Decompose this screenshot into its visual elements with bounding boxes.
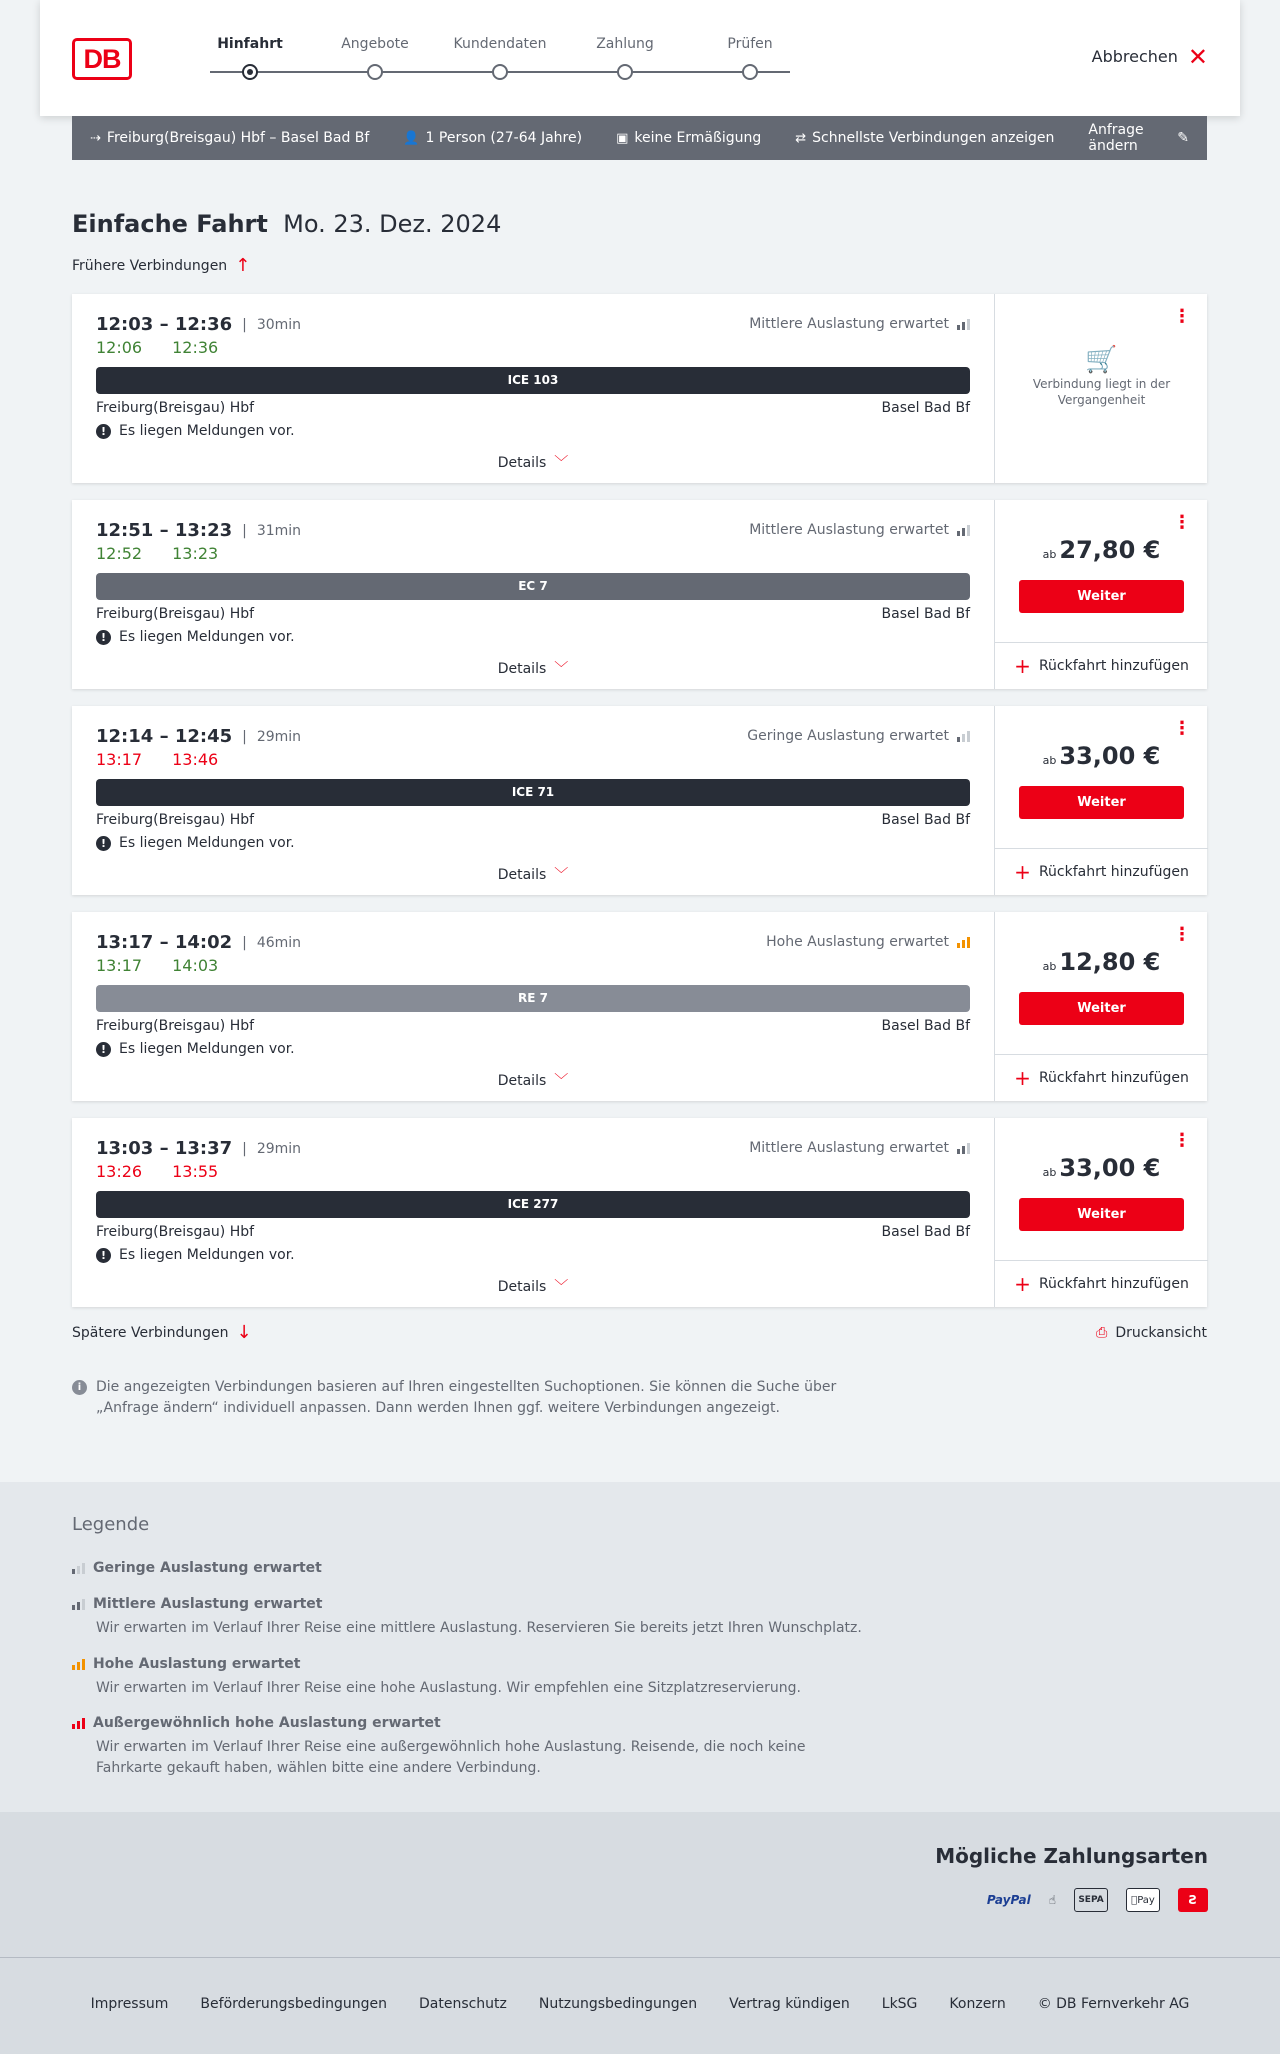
planned-times: 12:51 – 13:23: [96, 520, 233, 541]
step-pruefen: Prüfen: [727, 36, 773, 52]
occupancy-info: [749, 1140, 970, 1156]
plus-icon: +: [1014, 654, 1031, 678]
realtime-departure: 13:17: [96, 956, 143, 975]
continue-button[interactable]: Weiter: [1019, 1198, 1184, 1231]
notice-text: Es liegen Meldungen vor.: [119, 423, 295, 439]
chevron-down-icon: ﹀: [554, 1073, 569, 1089]
exclamation-icon: !: [96, 1248, 111, 1263]
duration: 30min: [256, 316, 302, 333]
duration: 29min: [256, 1140, 302, 1157]
price-prefix: ab: [1042, 960, 1057, 973]
arrival-station: Basel Bad Bf: [881, 812, 970, 828]
arrival-station: Basel Bad Bf: [881, 1224, 970, 1240]
exclamation-icon: !: [96, 424, 111, 439]
more-options-icon[interactable]: ⋮: [1173, 306, 1191, 327]
step-dot: [367, 64, 383, 80]
step-hinfahrt: Hinfahrt: [217, 36, 283, 52]
edit-request-button[interactable]: Anfrage ändern ✎: [1088, 122, 1189, 154]
train-bar[interactable]: ICE 277: [96, 1191, 970, 1218]
footer-link-impressum[interactable]: Impressum: [90, 1996, 169, 2012]
add-return-trip-label: Rückfahrt hinzufügen: [1038, 1070, 1189, 1086]
header: [40, 0, 1240, 116]
notice-message: [96, 1041, 295, 1057]
departure-station: Freiburg(Breisgau) Hbf: [96, 812, 255, 828]
occupancy-icon: [957, 524, 970, 536]
occupancy-high-icon: [72, 1658, 85, 1670]
earlier-connections-link[interactable]: Frühere Verbindungen ↑: [72, 255, 251, 276]
occupancy-label: Geringe Auslastung erwartet: [747, 728, 949, 744]
connection-times: [96, 932, 301, 953]
departure-station: Freiburg(Breisgau) Hbf: [96, 1018, 255, 1034]
price: [995, 948, 1208, 976]
separator: |: [242, 1140, 247, 1157]
realtime-arrival: 12:36: [172, 338, 219, 357]
footer-links: [0, 1996, 1280, 2012]
db-payment-icon: Ƨ: [1178, 1888, 1208, 1912]
offer-panel: [994, 1118, 1207, 1307]
legend-item-high: Hohe Auslastung erwartet Wir erwarten im Verlauf Ihrer Reise eine hohe Auslastung. Wir empfehlen eine Sitzplatzreservierung.: [72, 1656, 872, 1699]
price-prefix: ab: [1042, 1166, 1057, 1179]
occupancy-icon: [957, 936, 970, 948]
train-bar[interactable]: RE 7: [96, 985, 970, 1012]
past-connection-notice: [995, 345, 1208, 408]
connection-card: [72, 706, 1207, 895]
route-arrow-icon: ⇢: [90, 130, 101, 146]
footer-link-konzern[interactable]: Konzern: [949, 1996, 1006, 2012]
connection-times: [96, 726, 301, 747]
train-bar[interactable]: ICE 103: [96, 367, 970, 394]
add-return-trip-button[interactable]: [995, 1260, 1208, 1307]
legend-item-low: Geringe Auslastung erwartet: [72, 1560, 872, 1576]
notice-text: Es liegen Meldungen vor.: [119, 835, 295, 851]
connection-info: [72, 1118, 994, 1307]
exclamation-icon: !: [96, 630, 111, 645]
connection-card: [72, 294, 1207, 483]
continue-button[interactable]: Weiter: [1019, 992, 1184, 1025]
later-connections-link[interactable]: Spätere Verbindungen ↓: [72, 1322, 252, 1343]
notice-text: Es liegen Meldungen vor.: [119, 629, 295, 645]
paypal-icon: PayPal: [986, 1893, 1031, 1907]
offer-panel: [994, 294, 1207, 483]
step-dot: [492, 64, 508, 80]
cancel-label: Abbrechen: [1091, 47, 1178, 66]
price-prefix: ab: [1042, 754, 1057, 767]
close-icon: ✕: [1187, 42, 1208, 71]
more-options-icon[interactable]: ⋮: [1173, 1130, 1191, 1151]
footer-link-datenschutz[interactable]: Datenschutz: [418, 1996, 507, 2012]
payment-methods-section: [0, 1812, 1280, 1957]
footer: [0, 1957, 1280, 2054]
apple-pay-icon: Pay: [1126, 1888, 1160, 1912]
connection-card: [72, 500, 1207, 689]
cart-unavailable-icon: 🛒: [1085, 345, 1118, 375]
occupancy-info: [747, 728, 970, 744]
footer-link-nutzungsbedingungen[interactable]: Nutzungsbedingungen: [538, 1996, 698, 2012]
details-toggle[interactable]: Details ﹀: [497, 1073, 569, 1089]
bahncard-icon: ▣: [616, 130, 629, 146]
cancel-button[interactable]: [1091, 42, 1208, 71]
more-options-icon[interactable]: ⋮: [1173, 718, 1191, 739]
offer-panel: [994, 500, 1207, 689]
connection-info: [72, 706, 994, 895]
connection-times: [96, 1138, 301, 1159]
realtime-times: [96, 750, 248, 769]
summary-option: ⇄ Schnellste Verbindungen anzeigen: [795, 130, 1055, 146]
realtime-arrival: 13:46: [172, 750, 219, 769]
past-connection-text: Verbindung liegt in der Vergangenheit: [1032, 377, 1171, 407]
legend-section: [0, 1482, 1280, 1812]
planned-times: 13:17 – 14:02: [96, 932, 233, 953]
realtime-times: [96, 956, 248, 975]
occupancy-icon: [957, 1142, 970, 1154]
realtime-times: [96, 1162, 248, 1181]
search-summary-bar: [72, 116, 1207, 160]
details-toggle[interactable]: Details ﹀: [497, 1279, 569, 1295]
price-amount: 33,00 €: [1059, 1154, 1161, 1182]
payment-title: Mögliche Zahlungsarten: [935, 1844, 1208, 1868]
separator: |: [242, 316, 247, 333]
details-toggle[interactable]: Details ﹀: [497, 867, 569, 883]
booking-stepper: [210, 36, 790, 86]
sliders-icon: ⇄: [795, 130, 807, 146]
notice-text: Es liegen Meldungen vor.: [119, 1041, 295, 1057]
separator: |: [242, 522, 247, 539]
connection-card: [72, 912, 1207, 1101]
footer-link-vertrag-kuendigen[interactable]: Vertrag kündigen: [729, 1996, 850, 2012]
legend-item-extreme: Außergewöhnlich hohe Auslastung erwartet Wir erwarten im Verlauf Ihrer Reise eine außergewöhnlich hohe Auslastung. Reisende, die noch keine Fahrkarte gekauft haben, wählen bitte eine andere Verbindung.: [72, 1715, 872, 1779]
price-prefix: ab: [1042, 548, 1057, 561]
connection-times: [96, 314, 301, 335]
occupancy-info: [766, 934, 970, 950]
offer-panel: [994, 912, 1207, 1101]
step-dot: [742, 64, 758, 80]
departure-station: Freiburg(Breisgau) Hbf: [96, 400, 255, 416]
realtime-times: [96, 338, 248, 357]
realtime-arrival: 13:23: [172, 544, 219, 563]
planned-times: 13:03 – 13:37: [96, 1138, 233, 1159]
realtime-departure: 12:52: [96, 544, 143, 563]
summary-route: ⇢ Freiburg(Breisgau) Hbf – Basel Bad Bf: [90, 130, 370, 146]
chevron-down-icon: ﹀: [554, 867, 569, 883]
arrival-station: Basel Bad Bf: [881, 1018, 970, 1034]
sepa-icon: SEPA: [1074, 1888, 1108, 1912]
separator: |: [242, 934, 247, 951]
connection-info: [72, 912, 994, 1101]
summary-passengers: 👤 1 Person (27-64 Jahre): [403, 130, 583, 146]
add-return-trip-label: Rückfahrt hinzufügen: [1038, 864, 1189, 880]
add-return-trip-label: Rückfahrt hinzufügen: [1038, 658, 1189, 674]
add-return-trip-label: Rückfahrt hinzufügen: [1038, 1276, 1189, 1292]
price: [995, 536, 1208, 564]
notice-message: [96, 1247, 295, 1263]
legend-item-medium: Mittlere Auslastung erwartet Wir erwarten im Verlauf Ihrer Reise eine mittlere Auslastung. Reservieren Sie bereits jetzt Ihren Wunschplatz.: [72, 1596, 872, 1639]
details-toggle[interactable]: Details ﹀: [497, 455, 569, 471]
train-bar[interactable]: EC 7: [96, 573, 970, 600]
arrow-down-icon: ↓: [236, 1322, 252, 1343]
price-amount: 27,80 €: [1059, 536, 1161, 564]
duration: 29min: [256, 728, 302, 745]
step-angebote: Angebote: [341, 36, 409, 52]
price: [995, 742, 1208, 770]
occupancy-label: Mittlere Auslastung erwartet: [749, 522, 949, 538]
legend-title: Legende: [72, 1514, 150, 1535]
connection-info: [72, 500, 994, 689]
occupancy-medium-icon: [72, 1598, 85, 1610]
add-return-trip-button[interactable]: [995, 1054, 1208, 1101]
plus-icon: +: [1014, 1272, 1031, 1296]
more-options-icon[interactable]: ⋮: [1173, 512, 1191, 533]
realtime-departure: 12:06: [96, 338, 143, 357]
occupancy-icon: [957, 730, 970, 742]
step-dot: [617, 64, 633, 80]
occupancy-label: Hohe Auslastung erwartet: [766, 934, 949, 950]
duration: 31min: [256, 522, 302, 539]
occupancy-icon: [957, 318, 970, 330]
connection-times: [96, 520, 301, 541]
notice-message: [96, 835, 295, 851]
realtime-arrival: 13:55: [172, 1162, 219, 1181]
chevron-down-icon: ﹀: [554, 1279, 569, 1295]
person-icon: 👤: [403, 130, 420, 146]
notice-text: Es liegen Meldungen vor.: [119, 1247, 295, 1263]
more-options-icon[interactable]: ⋮: [1173, 924, 1191, 945]
price: [995, 1154, 1208, 1182]
occupancy-info: [749, 522, 970, 538]
details-toggle[interactable]: Details ﹀: [497, 661, 569, 677]
payment-icons: [987, 1888, 1208, 1912]
plus-icon: +: [1014, 860, 1031, 884]
train-bar[interactable]: ICE 71: [96, 779, 970, 806]
print-view-link[interactable]: ⎙ Druckansicht: [1096, 1325, 1207, 1341]
arrow-up-icon: ↑: [235, 255, 251, 276]
info-note: i Die angezeigten Verbindungen basieren auf Ihren eingestellten Suchoptionen. Sie können die Suche über „Anfrage ändern“ individuell anpassen. Dann werden Ihnen ggf. weitere Verbindungen angezeigt.: [72, 1377, 852, 1419]
add-return-trip-button[interactable]: [995, 848, 1208, 895]
chevron-down-icon: ﹀: [554, 661, 569, 677]
printer-icon: ⎙: [1096, 1325, 1108, 1341]
chevron-down-icon: ﹀: [554, 455, 569, 471]
connection-card: [72, 1118, 1207, 1307]
info-icon: i: [72, 1380, 87, 1395]
summary-discount: ▣ keine Ermäßigung: [616, 130, 762, 146]
realtime-arrival: 14:03: [172, 956, 219, 975]
realtime-departure: 13:26: [96, 1162, 143, 1181]
realtime-times: [96, 544, 248, 563]
plus-icon: +: [1014, 1066, 1031, 1090]
planned-times: 12:03 – 12:36: [96, 314, 233, 335]
departure-station: Freiburg(Breisgau) Hbf: [96, 606, 255, 622]
departure-station: Freiburg(Breisgau) Hbf: [96, 1224, 255, 1240]
notice-message: [96, 423, 295, 439]
duration: 46min: [256, 934, 302, 951]
occupancy-label: Mittlere Auslastung erwartet: [749, 316, 949, 332]
price-amount: 12,80 €: [1059, 948, 1161, 976]
pencil-icon: ✎: [1177, 130, 1189, 146]
occupancy-label: Mittlere Auslastung erwartet: [749, 1140, 949, 1156]
credit-card-icon: ☝: [1048, 1893, 1056, 1907]
footer-link-lksg[interactable]: LkSG: [881, 1996, 918, 2012]
separator: |: [242, 728, 247, 745]
occupancy-extreme-icon: [72, 1717, 85, 1729]
exclamation-icon: !: [96, 1042, 111, 1057]
step-zahlung: Zahlung: [596, 36, 654, 52]
step-kundendaten: Kundendaten: [453, 36, 547, 52]
continue-button[interactable]: Weiter: [1019, 786, 1184, 819]
add-return-trip-button[interactable]: [995, 642, 1208, 689]
connection-info: [72, 294, 994, 483]
step-dot-active: [242, 64, 258, 80]
realtime-departure: 13:17: [96, 750, 143, 769]
planned-times: 12:14 – 12:45: [96, 726, 233, 747]
footer-link-befoerderungsbedingungen[interactable]: Beförderungsbedingungen: [200, 1996, 387, 2012]
occupancy-info: [749, 316, 970, 332]
occupancy-low-icon: [72, 1562, 85, 1574]
offer-panel: [994, 706, 1207, 895]
notice-message: [96, 629, 295, 645]
arrival-station: Basel Bad Bf: [881, 400, 970, 416]
page-title: Einfache Fahrt Mo. 23. Dez. 2024: [72, 210, 502, 238]
db-logo[interactable]: DB: [72, 38, 132, 80]
continue-button[interactable]: Weiter: [1019, 580, 1184, 613]
price-amount: 33,00 €: [1059, 742, 1161, 770]
footer-copyright: © DB Fernverkehr AG: [1037, 1996, 1190, 2012]
arrival-station: Basel Bad Bf: [881, 606, 970, 622]
exclamation-icon: !: [96, 836, 111, 851]
